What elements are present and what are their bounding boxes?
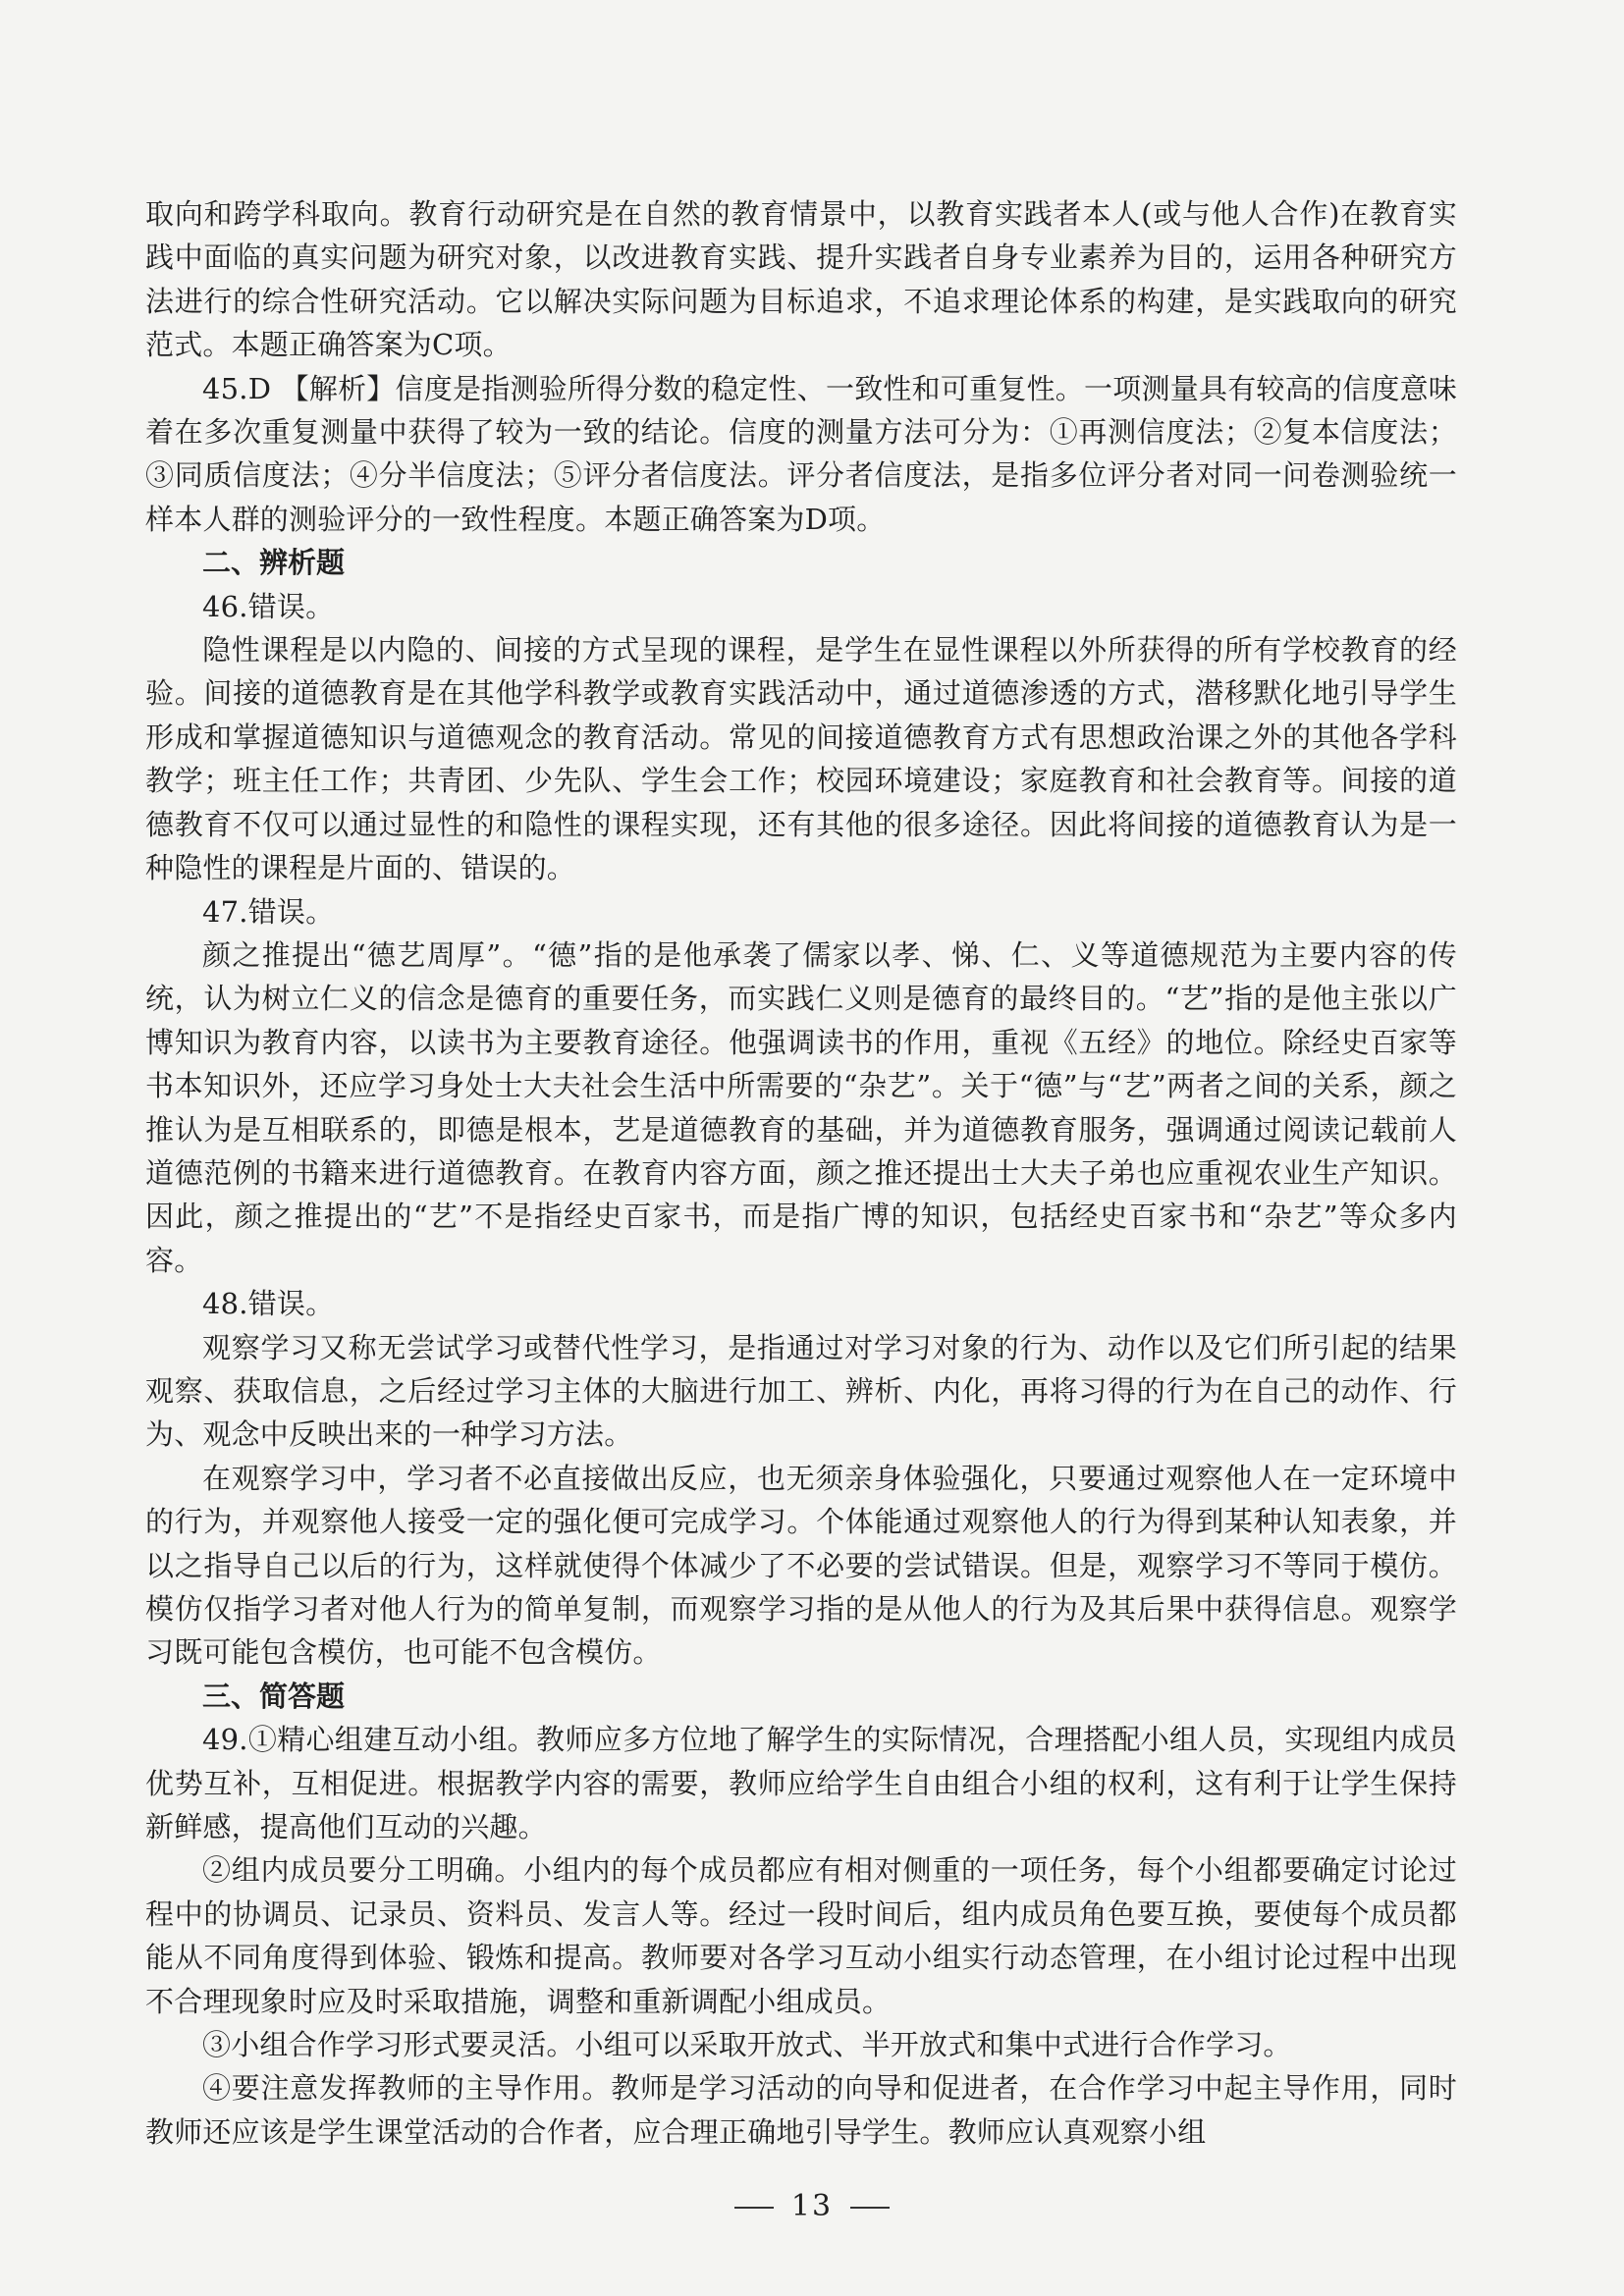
page-footer <box>0 2189 1624 2223</box>
question-47: 47.错误。 <box>202 894 335 929</box>
answer-49-point-3: ③小组合作学习形式要灵活。小组可以采取开放式、半开放式和集中式进行合作学习。 <box>202 2028 1292 2062</box>
answer-49-point-1: 49.①精心组建互动小组。教师应多方位地了解学生的实际情况，合理搭配小组人员，实现组内成员优势互补，互相促进。根据教学内容的需要，教师应给学生自由组合小组的权利，这有利于让学生保持新鲜感，提高他们互动的兴趣。 <box>145 1723 1457 1844</box>
answer-45: 45.D 【解析】信度是指测验所得分数的稳定性、一致性和可重复性。一项测量具有较高的信度意味着在多次重复测量中获得了较为一致的结论。信度的测量方法可分为：①再测信度法；②复本信度法；③同质信度法；④分半信度法；⑤评分者信度法。评分者信度法，是指多位评分者对同一问卷测验统一样本人群的测验评分的一致性程度。本题正确答案为D项。 <box>145 371 1457 536</box>
question-48: 48.错误。 <box>202 1287 335 1321</box>
page-number: 13 <box>790 2189 834 2223</box>
paragraph-continuation: 取向和跨学科取向。教育行动研究是在自然的教育情景中，以教育实践者本人(或与他人合作)在教育实践中面临的真实问题为研究对象，以改进教育实践、提升实践者自身专业素养为目的，运用各种研究方法进行的综合性研究活动。它以解决实际问题为目标追求，不追求理论体系的构建，是实践取向的研究范式。本题正确答案为C项。 <box>145 197 1457 362</box>
footer-dash-right <box>850 2207 890 2209</box>
answer-47: 颜之推提出“德艺周厚”。“德”指的是他承袭了儒家以孝、悌、仁、义等道德规范为主要内容的传统，认为树立仁义的信念是德育的重要任务，而实践仁义则是德育的最终目的。“艺”指的是他主张以广博知识为教育内容，以读书为主要教育途径。他强调读书的作用，重视《五经》的地位。除经史百家等书本知识外，还应学习身处士大夫社会生活中所需要的“杂艺”。关于“德”与“艺”两者之间的关系，颜之推认为是互相联系的，即德是根本，艺是道德教育的基础，并为道德教育服务，强调通过阅读记载前人道德范例的书籍来进行道德教育。在教育内容方面，颜之推还提出士大夫子弟也应重视农业生产知识。因此，颜之推提出的“艺”不是指经史百家书，而是指广博的知识，包括经史百家书和“杂艺”等众多内容。 <box>145 937 1457 1277</box>
section-heading-3: 三、简答题 <box>202 1679 346 1713</box>
answer-49-point-2: ②组内成员要分工明确。小组内的每个成员都应有相对侧重的一项任务，每个小组都要确定讨论过程中的协调员、记录员、资料员、发言人等。经过一段时间后，组内成员角色要互换，要使每个成员都能从不同角度得到体验、锻炼和提高。教师要对各学习互动小组实行动态管理，在小组讨论过程中出现不合理现象时应及时采取措施，调整和重新调配小组成员。 <box>145 1853 1457 2018</box>
section-heading-2: 二、辨析题 <box>202 546 346 580</box>
question-46: 46.错误。 <box>202 589 335 623</box>
answer-49-point-4: ④要注意发挥教师的主导作用。教师是学习活动的向导和促进者，在合作学习中起主导作用，同时教师还应该是学生课堂活动的合作者，应合理正确地引导学生。教师应认真观察小组 <box>145 2071 1457 2149</box>
footer-dash-left <box>734 2207 774 2209</box>
answer-48-part-2: 在观察学习中，学习者不必直接做出反应，也无须亲身体验强化，只要通过观察他人在一定环境中的行为，并观察他人接受一定的强化便可完成学习。个体能通过观察他人的行为得到某种认知表象，并以之指导自己以后的行为，这样就使得个体减少了不必要的尝试错误。但是，观察学习不等同于模仿。模仿仅指学习者对他人行为的简单复制，而观察学习指的是从他人的行为及其后果中获得信息。观察学习既可能包含模仿，也可能不包含模仿。 <box>145 1461 1457 1670</box>
answer-46: 隐性课程是以内隐的、间接的方式呈现的课程，是学生在显性课程以外所获得的所有学校教育的经验。间接的道德教育是在其他学科教学或教育实践活动中，通过道德渗透的方式，潜移默化地引导学生形成和掌握道德知识与道德观念的教育活动。常见的间接道德教育方式有思想政治课之外的其他各学科教学；班主任工作；共青团、少先队、学生会工作；校园环境建设；家庭教育和社会教育等。间接的道德教育不仅可以通过显性的和隐性的课程实现，还有其他的很多途径。因此将间接的道德教育认为是一种隐性的课程是片面的、错误的。 <box>145 633 1457 885</box>
answer-48-part-1: 观察学习又称无尝试学习或替代性学习，是指通过对学习对象的行为、动作以及它们所引起的结果观察、获取信息，之后经过学习主体的大脑进行加工、辨析、内化，再将习得的行为在自己的动作、行为、观念中反映出来的一种学习方法。 <box>145 1330 1457 1452</box>
